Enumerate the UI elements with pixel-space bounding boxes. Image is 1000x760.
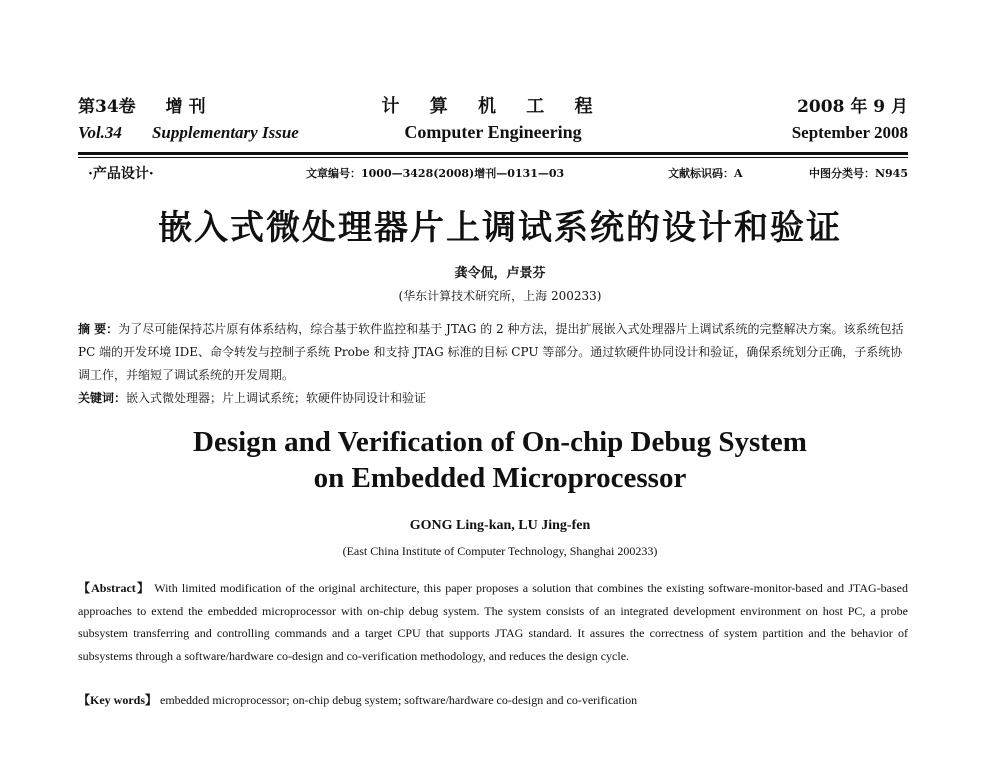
keywords-en-label: 【Key words】 [78,693,157,707]
column-label: ·产品设计· [88,166,154,182]
journal-name-cn: 计 算 机 工 程 [381,96,605,117]
affiliation-cn: (华东计算技术研究所，上海 200233) [398,289,602,303]
date-cn: 2008 年 9 月 [797,97,908,117]
abstract-en [78,577,908,667]
authors-cn: 龚令侃，卢景芬 [454,266,546,281]
keywords-cn-label: 关键词： [78,391,127,405]
classification-number: 中图分类号：N945 [808,167,908,180]
abstract-cn [78,318,908,387]
date-en: September 2008 [791,123,908,142]
title-en-line1: Design and Verification of On-chip Debug System [193,426,807,458]
abstract-en-text: With limited modification of the original architecture, this paper proposes a solution that combines the existing software-monitor-based and JTAG-based approaches to extend the embedded microprocessor with on-chip debug system. The system consists of an integrated development environment on host PC, a probe subsystem transferring and controlling commands and a target CPU that supports JTAG standard. It assures the correctness of system partition and the behavior of subsystems through a software/hardware co-design and co-verification methodology, and reduces the design cycle. [78,581,909,663]
volume-cn: 第34卷 [78,97,136,117]
affiliation-en: (East China Institute of Computer Technology, Shanghai 200233) [342,544,658,558]
keywords-en [78,691,908,708]
journal-header-en [78,122,908,143]
issue-en: Supplementary Issue [151,123,299,142]
header-rule-thin [78,157,908,158]
title-en-line2: on Embedded Microprocessor [313,462,687,494]
authors-en: GONG Ling-kan, LU Jing-fen [409,518,591,533]
article-number: 文章编号：1000—3428(2008)增刊—0131—03 [306,167,565,180]
journal-header-cn [78,92,908,118]
keywords-cn [78,389,908,406]
title-cn: 嵌入式微处理器片上调试系统的设计和验证 [158,208,842,248]
keywords-cn-text: 嵌入式微处理器；片上调试系统；软硬件协同设计和验证 [126,391,427,405]
volume-en: Vol.34 [78,123,122,142]
keywords-en-text: embedded microprocessor; on-chip debug system; software/hardware co-design and co-verification [160,693,638,707]
abstract-cn-text: 为了尽可能保持芯片原有体系结构，综合基于软件监控和基于 JTAG 的 2 种方法，提出扩展嵌入式处理器片上调试系统的完整解决方案。该系统包括 PC 端的开发环境 IDE、命令转发与控制子系统 Probe 和支持 JTAG 标准的目标 CPU 等部分。通过软硬件协同设计和验证，确保系统划分正确，子系统协调工作，并缩短了调试系统的开发周期。 [78,322,904,382]
title-en [0,424,1000,496]
abstract-en-label: 【Abstract】 [78,581,151,595]
article-meta [78,165,908,185]
issue-cn: 增 刊 [165,97,206,117]
abstract-cn-label: 摘 要： [78,322,119,336]
document-code: 文献标识码：A [668,167,743,180]
journal-name-en: Computer Engineering [404,122,582,142]
header-rule-thick [78,152,908,155]
